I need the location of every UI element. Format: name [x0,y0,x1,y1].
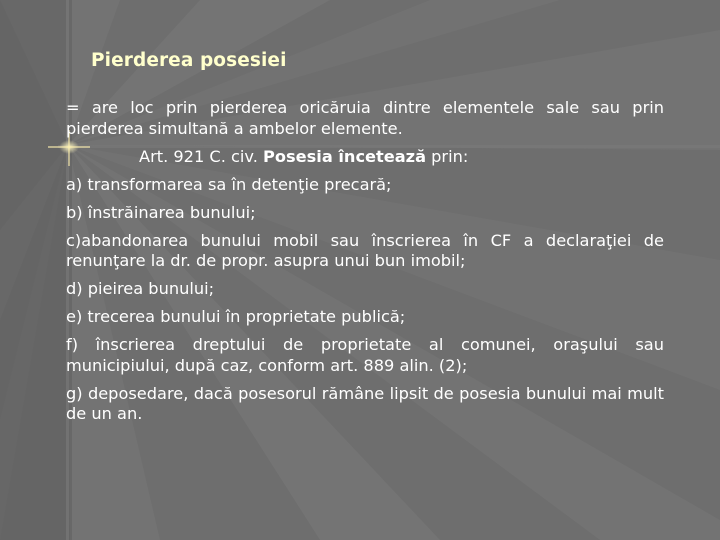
article-tail: prin: [426,146,469,166]
list-item-f: f) înscrierea dreptului de proprietate al comunei, oraşului sau municipiului, după caz, conform art. 889 alin. (2); [66,335,664,375]
slide-title: Pierderea posesiei [91,50,287,71]
list-item-b: b) înstrăinarea bunului; [66,202,256,222]
slide-content [66,98,664,432]
list-item-e: e) trecerea bunului în proprietate publică; [66,307,406,326]
intro-paragraph: = are loc prin pierderea oricăruia dintre elementele sale sau prin pierderea simultană a ambelor elemente. [66,98,664,138]
list-item-a: a) transformarea sa în detenţie precară; [66,174,392,194]
article-emphasis: Posesia încetează [263,146,427,166]
list-item-c: c)abandonarea bunului mobil sau înscrierea în CF a declaraţiei de renunţare la dr. de propr. asupra unui bun imobil; [66,230,664,270]
article-reference: Art. 921 C. civ. [139,146,258,166]
list-item-g: g) deposedare, dacă posesorul rămâne lipsit de posesia bunului mai mult de un an. [66,383,664,423]
list-item-d: d) pieirea bunului; [66,279,215,298]
article-paragraph [66,147,664,168]
